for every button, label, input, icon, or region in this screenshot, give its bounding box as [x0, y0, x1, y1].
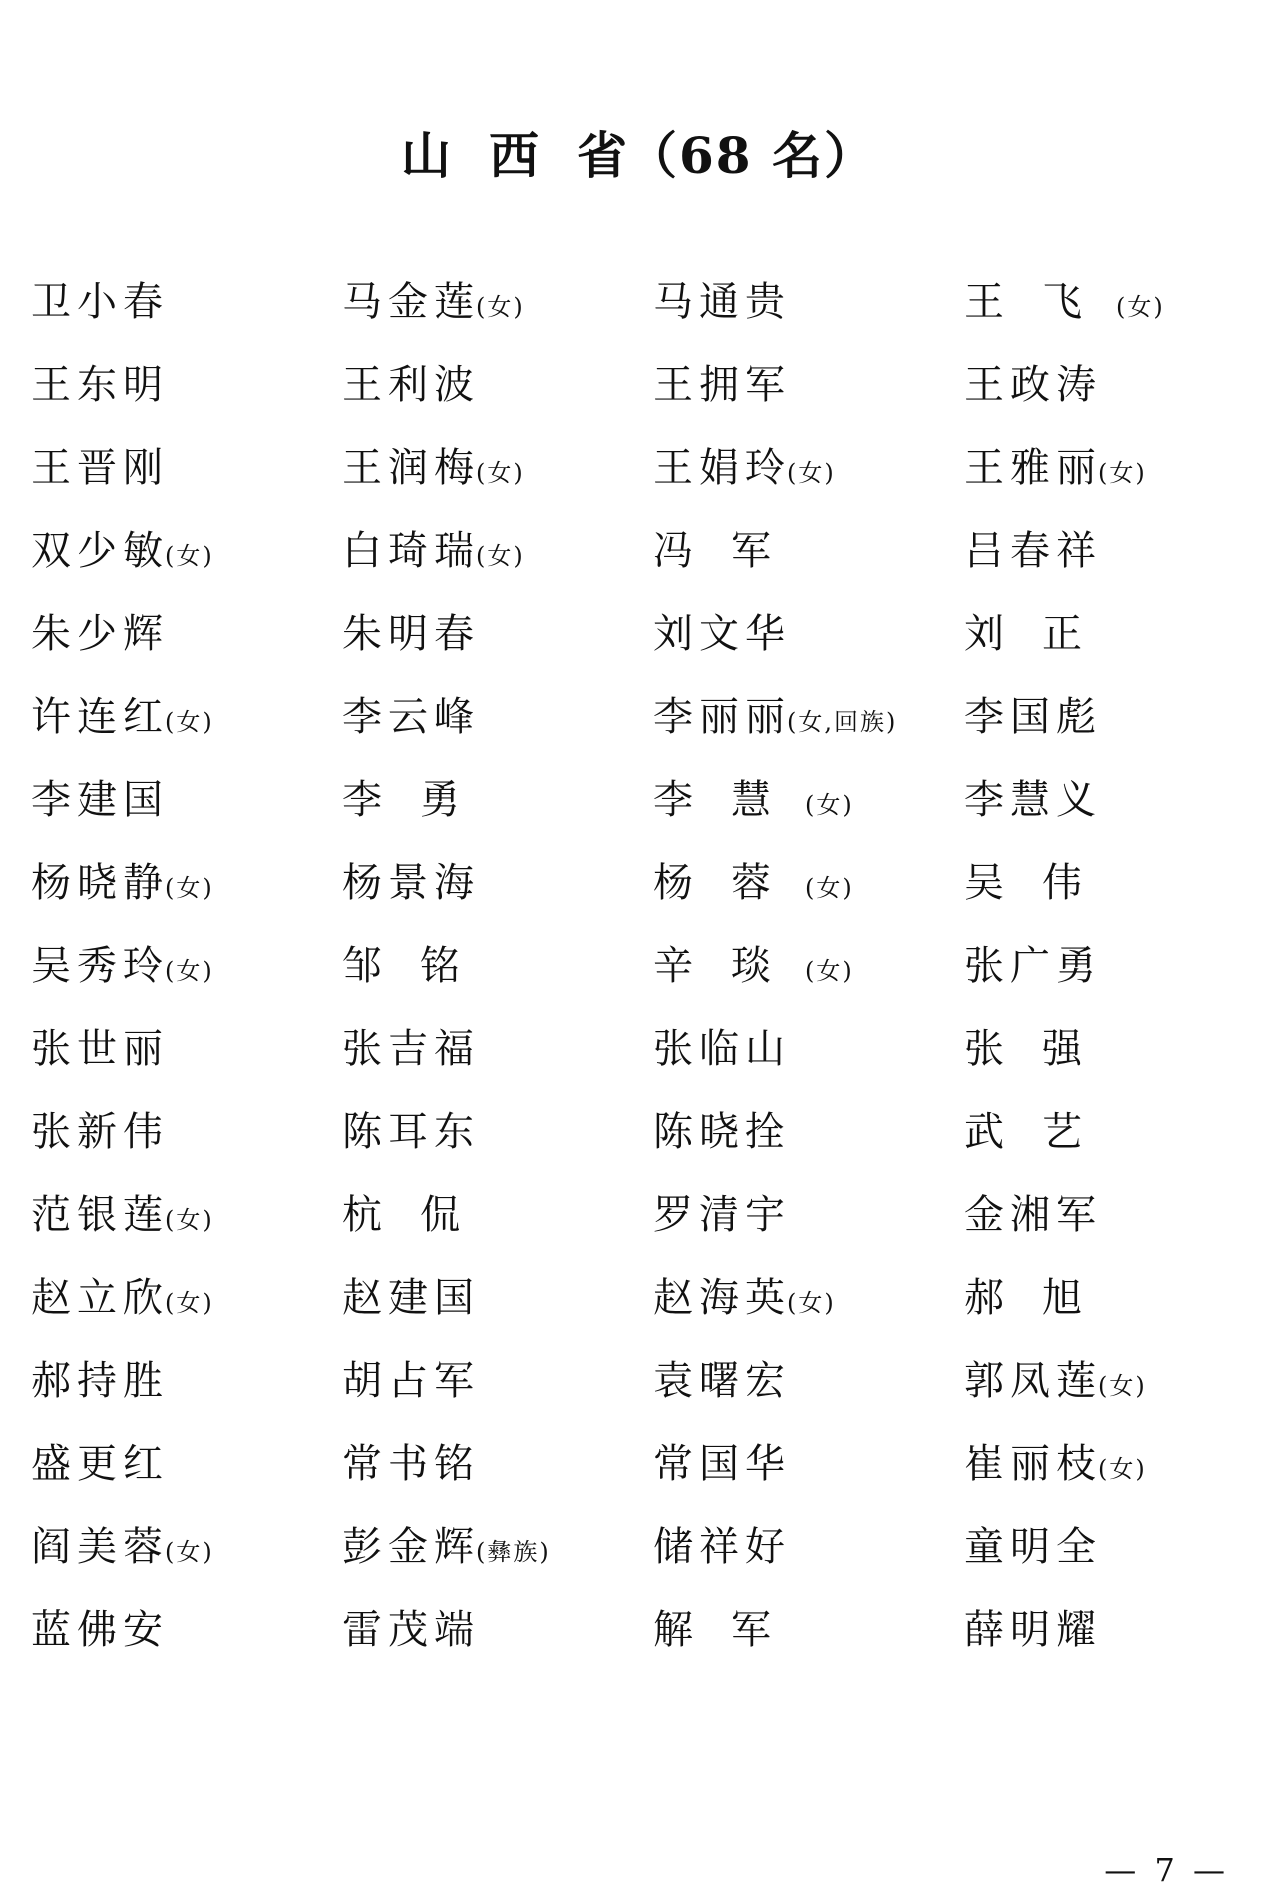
person-name: 薛明耀: [964, 1607, 1102, 1653]
list-item: [31, 1517, 342, 1600]
person-name: 李勇: [342, 777, 498, 823]
person-note: (女): [787, 1289, 836, 1317]
person-name: 许连红: [31, 694, 169, 740]
list-item: [342, 604, 653, 687]
list-item: [342, 1600, 653, 1683]
list-item: [964, 936, 1251, 1019]
person-name: 陈晓拴: [653, 1109, 791, 1155]
person-name: 范银莲: [31, 1192, 169, 1238]
list-item: [964, 521, 1251, 604]
list-item: [653, 272, 964, 355]
list-item: [653, 355, 964, 438]
person-note: (女): [1098, 1455, 1147, 1483]
list-item: [964, 604, 1251, 687]
list-item: [653, 853, 964, 936]
person-note: (女): [476, 293, 525, 321]
person-name: 金湘军: [964, 1192, 1102, 1238]
list-item: [964, 1185, 1251, 1268]
list-item: [653, 1434, 964, 1517]
person-name: 王利波: [342, 362, 480, 408]
list-item: [964, 355, 1251, 438]
person-name: 陈耳东: [342, 1109, 480, 1155]
list-item: [653, 1268, 964, 1351]
list-item: [31, 521, 342, 604]
person-name: 武艺: [964, 1109, 1120, 1155]
person-name: 王娟玲: [653, 445, 791, 491]
person-name: 王飞: [964, 279, 1120, 325]
list-item: [31, 1600, 342, 1683]
person-name: 杨景海: [342, 860, 480, 906]
list-item: [964, 687, 1251, 770]
person-name: 雷茂端: [342, 1607, 480, 1653]
list-item: [964, 853, 1251, 936]
list-item: [31, 1434, 342, 1517]
page-title: [0, 126, 1277, 186]
list-item: [653, 1517, 964, 1600]
list-item: [342, 853, 653, 936]
list-item: [342, 1517, 653, 1600]
person-name: 常国华: [653, 1441, 791, 1487]
list-item: [342, 687, 653, 770]
person-name: 崔丽枝: [964, 1441, 1102, 1487]
list-item: [653, 1351, 964, 1434]
person-note: (女,回族): [787, 708, 898, 736]
person-name: 胡占军: [342, 1358, 480, 1404]
person-name: 王润梅: [342, 445, 480, 491]
list-item: [653, 687, 964, 770]
person-note: (女): [805, 874, 854, 902]
list-item: [653, 1019, 964, 1102]
list-item: [653, 604, 964, 687]
person-name: 盛更红: [31, 1441, 169, 1487]
person-name: 朱明春: [342, 611, 480, 657]
person-name: 张新伟: [31, 1109, 169, 1155]
list-item: [653, 1185, 964, 1268]
list-item: [964, 1102, 1251, 1185]
person-name: 王拥军: [653, 362, 791, 408]
person-name: 赵立欣: [31, 1275, 169, 1321]
person-note: (女): [165, 1206, 214, 1234]
person-name: 张临山: [653, 1026, 791, 1072]
person-note: (女): [165, 1538, 214, 1566]
list-item: [31, 355, 342, 438]
list-item: [31, 1185, 342, 1268]
list-item: [653, 521, 964, 604]
person-note: (女): [165, 708, 214, 736]
person-note: (女): [805, 957, 854, 985]
delegate-count: （68 名）: [627, 125, 876, 185]
person-note: (女): [787, 459, 836, 487]
person-name: 解军: [653, 1607, 809, 1653]
list-item: [964, 1434, 1251, 1517]
list-item: [342, 1102, 653, 1185]
person-name: 杨晓静: [31, 860, 169, 906]
list-item: [31, 853, 342, 936]
person-name: 双少敏: [31, 528, 169, 574]
list-item: [653, 770, 964, 853]
person-name: 郭凤莲: [964, 1358, 1102, 1404]
list-item: [964, 1268, 1251, 1351]
person-name: 邹铭: [342, 943, 498, 989]
person-name: 李国彪: [964, 694, 1102, 740]
person-name: 吕春祥: [964, 528, 1102, 574]
list-item: [653, 936, 964, 1019]
person-name: 赵建国: [342, 1275, 480, 1321]
person-name: 张世丽: [31, 1026, 169, 1072]
list-item: [342, 521, 653, 604]
province-name: 山西省: [401, 125, 665, 185]
person-name: 刘文华: [653, 611, 791, 657]
person-name: 王雅丽: [964, 445, 1102, 491]
person-note: (女): [165, 874, 214, 902]
person-name: 彭金辉: [342, 1524, 480, 1570]
list-item: [342, 355, 653, 438]
list-item: [964, 1019, 1251, 1102]
person-name: 辛琰: [653, 943, 809, 989]
person-name: 李慧: [653, 777, 809, 823]
person-name: 吴伟: [964, 860, 1120, 906]
person-name: 冯军: [653, 528, 809, 574]
person-name: 白琦瑞: [342, 528, 480, 574]
person-name: 李慧义: [964, 777, 1102, 823]
person-name: 袁曙宏: [653, 1358, 791, 1404]
person-name: 杭侃: [342, 1192, 498, 1238]
person-name: 张吉福: [342, 1026, 480, 1072]
list-item: [342, 936, 653, 1019]
list-item: [964, 1351, 1251, 1434]
name-roster: [31, 272, 1251, 1683]
list-item: [342, 272, 653, 355]
person-name: 王东明: [31, 362, 169, 408]
list-item: [964, 770, 1251, 853]
list-item: [31, 1019, 342, 1102]
person-name: 卫小春: [31, 279, 169, 325]
person-name: 朱少辉: [31, 611, 169, 657]
list-item: [342, 1185, 653, 1268]
list-item: [964, 1517, 1251, 1600]
person-name: 马金莲: [342, 279, 480, 325]
person-note: (女): [805, 791, 854, 819]
list-item: [31, 438, 342, 521]
list-item: [342, 770, 653, 853]
person-name: 李丽丽: [653, 694, 791, 740]
person-name: 吴秀玲: [31, 943, 169, 989]
list-item: [342, 1434, 653, 1517]
list-item: [31, 1102, 342, 1185]
person-name: 王晋刚: [31, 445, 169, 491]
person-note: (女): [1098, 459, 1147, 487]
list-item: [31, 272, 342, 355]
person-name: 阎美蓉: [31, 1524, 169, 1570]
list-item: [31, 1268, 342, 1351]
list-item: [31, 770, 342, 853]
list-item: [653, 1600, 964, 1683]
list-item: [964, 272, 1251, 355]
person-name: 刘正: [964, 611, 1120, 657]
list-item: [31, 604, 342, 687]
person-name: 李云峰: [342, 694, 480, 740]
person-name: 张强: [964, 1026, 1120, 1072]
list-item: [31, 936, 342, 1019]
person-note: (女): [165, 1289, 214, 1317]
person-note: (女): [476, 542, 525, 570]
person-name: 李建国: [31, 777, 169, 823]
page-number: — 7 —: [1104, 1851, 1229, 1889]
person-note: (彝族): [476, 1538, 551, 1566]
person-name: 罗清宇: [653, 1192, 791, 1238]
list-item: [653, 1102, 964, 1185]
person-name: 蓝佛安: [31, 1607, 169, 1653]
list-item: [31, 1351, 342, 1434]
person-name: 郝旭: [964, 1275, 1120, 1321]
person-note: (女): [165, 957, 214, 985]
person-name: 储祥好: [653, 1524, 791, 1570]
list-item: [342, 1268, 653, 1351]
list-item: [964, 1600, 1251, 1683]
person-note: (女): [1098, 1372, 1147, 1400]
person-name: 马通贵: [653, 279, 791, 325]
person-note: (女): [1116, 293, 1165, 321]
person-name: 童明全: [964, 1524, 1102, 1570]
person-name: 王政涛: [964, 362, 1102, 408]
list-item: [342, 1019, 653, 1102]
person-note: (女): [165, 542, 214, 570]
person-note: (女): [476, 459, 525, 487]
person-name: 杨蓉: [653, 860, 809, 906]
list-item: [653, 438, 964, 521]
list-item: [964, 438, 1251, 521]
list-item: [342, 1351, 653, 1434]
person-name: 张广勇: [964, 943, 1102, 989]
person-name: 赵海英: [653, 1275, 791, 1321]
person-name: 常书铭: [342, 1441, 480, 1487]
person-name: 郝持胜: [31, 1358, 169, 1404]
list-item: [31, 687, 342, 770]
list-item: [342, 438, 653, 521]
